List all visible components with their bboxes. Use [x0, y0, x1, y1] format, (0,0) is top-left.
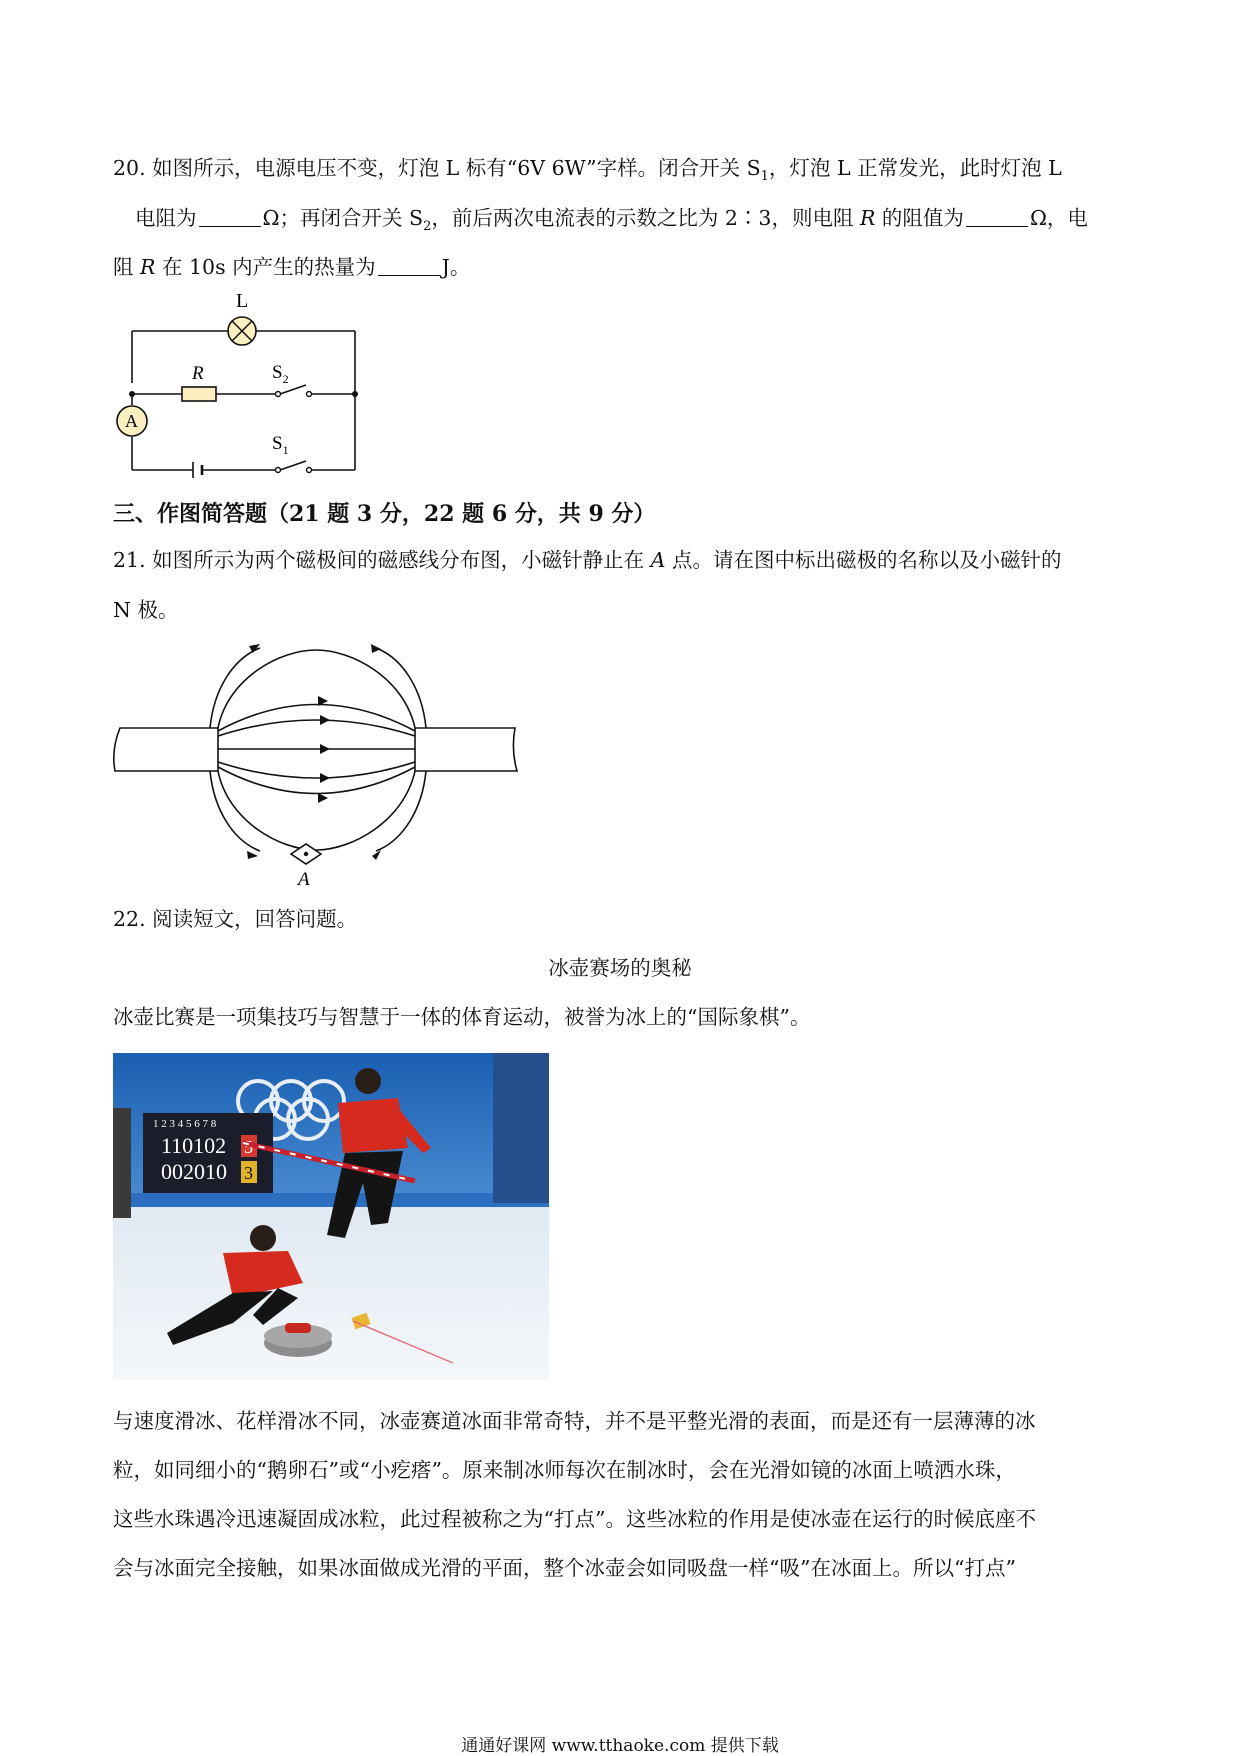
article-title: 冰壶赛场的奥秘 [548, 956, 692, 980]
svg-text:110102: 110102 [161, 1133, 227, 1158]
q21-line-2: N 极。 [113, 598, 179, 622]
junction-dot [352, 391, 358, 397]
point-a-label: A [298, 869, 310, 890]
q22-paragraph-2-line-1: 与速度滑冰、花样滑冰不同，冰壶赛道冰面非常奇特，并不是平整光滑的表面，而是还有一层薄薄的冰 [113, 1409, 1036, 1433]
q20-line-2: 电阻为 Ω；再闭合开关 $S_2$，前后两次电流表的示数之比为 2∶3，则电阻 R 的阻值为 Ω，电 [135, 206, 1088, 235]
junction-dot [129, 391, 135, 397]
lamp-symbol [228, 317, 256, 345]
switch-s2-label: $S_2$ [272, 362, 289, 386]
switch-s2-contact [307, 392, 312, 397]
page-footer: 通通好课网 www.tthaoke.com 提供下载 [461, 1736, 779, 1756]
q22-paragraph-2-line-4: 会与冰面完全接触，如果冰面做成光滑的平面，整个冰壶会如同吸盘一样“吸”在冰面上。所以“打点” [113, 1556, 1016, 1580]
switch-s2-contact [276, 392, 281, 397]
svg-text:002010: 002010 [161, 1159, 227, 1184]
svg-text:1 2 3 4 5 6 7 8: 1 2 3 4 5 6 7 8 [153, 1118, 217, 1130]
field-lines [210, 648, 426, 851]
magnetic-field-diagram [110, 638, 525, 898]
q21-line-1: 21. 如图所示为两个磁极间的磁感线分布图，小磁针静止在 A 点。请在图中标出磁极的名称以及小磁针的 [113, 548, 1062, 572]
answer-blank[interactable] [378, 255, 440, 276]
answer-blank[interactable] [199, 206, 261, 227]
ammeter-label: A [125, 411, 138, 431]
right-magnet [415, 728, 517, 771]
scoreboard [143, 1113, 273, 1193]
resistor-symbol [182, 387, 216, 401]
answer-blank[interactable] [966, 206, 1028, 227]
svg-text:3: 3 [244, 1163, 253, 1183]
q20-line-1: 20. 如图所示，电源电压不变，灯泡 L 标有“6V 6W”字样。闭合开关 $S_1$，灯泡 L 正常发光，此时灯泡 L [113, 156, 1062, 185]
q20-line-3: 阻 R 在 10s 内产生的热量为 J。 [113, 255, 471, 279]
curling-stone [264, 1323, 332, 1357]
left-magnet [114, 728, 218, 771]
battery-symbol [193, 462, 202, 478]
q22-paragraph-2-line-3: 这些水珠遇冷迅速凝固成冰粒，此过程被称之为“打点”。这些冰粒的作用是使冰壶在运行的时候底座不 [113, 1507, 1036, 1531]
switch-s1-label: $S_1$ [272, 433, 289, 457]
section-heading: 三、作图简答题（21 题 3 分，22 题 6 分，共 9 分） [113, 501, 656, 527]
field-arrows [247, 644, 381, 860]
lamp-label: L [236, 290, 249, 312]
switch-s1-contact [276, 468, 281, 473]
q22-paragraph-2-line-2: 粒，如同细小的“鹅卵石”或“小疙瘩”。原来制冰师每次在制冰时，会在光滑如镜的冰面上喷洒水珠， [113, 1458, 1016, 1482]
resistor-label: R [192, 363, 204, 384]
q22-intro: 22. 阅读短文，回答问题。 [113, 907, 358, 931]
curling-photo [113, 1053, 549, 1380]
svg-text:5: 5 [244, 1137, 253, 1157]
switch-s1-contact [307, 468, 312, 473]
q22-paragraph-1: 冰壶比赛是一项集技巧与智慧于一体的体育运动，被誉为冰上的“国际象棋”。 [113, 1005, 811, 1029]
circuit-diagram [110, 285, 370, 480]
